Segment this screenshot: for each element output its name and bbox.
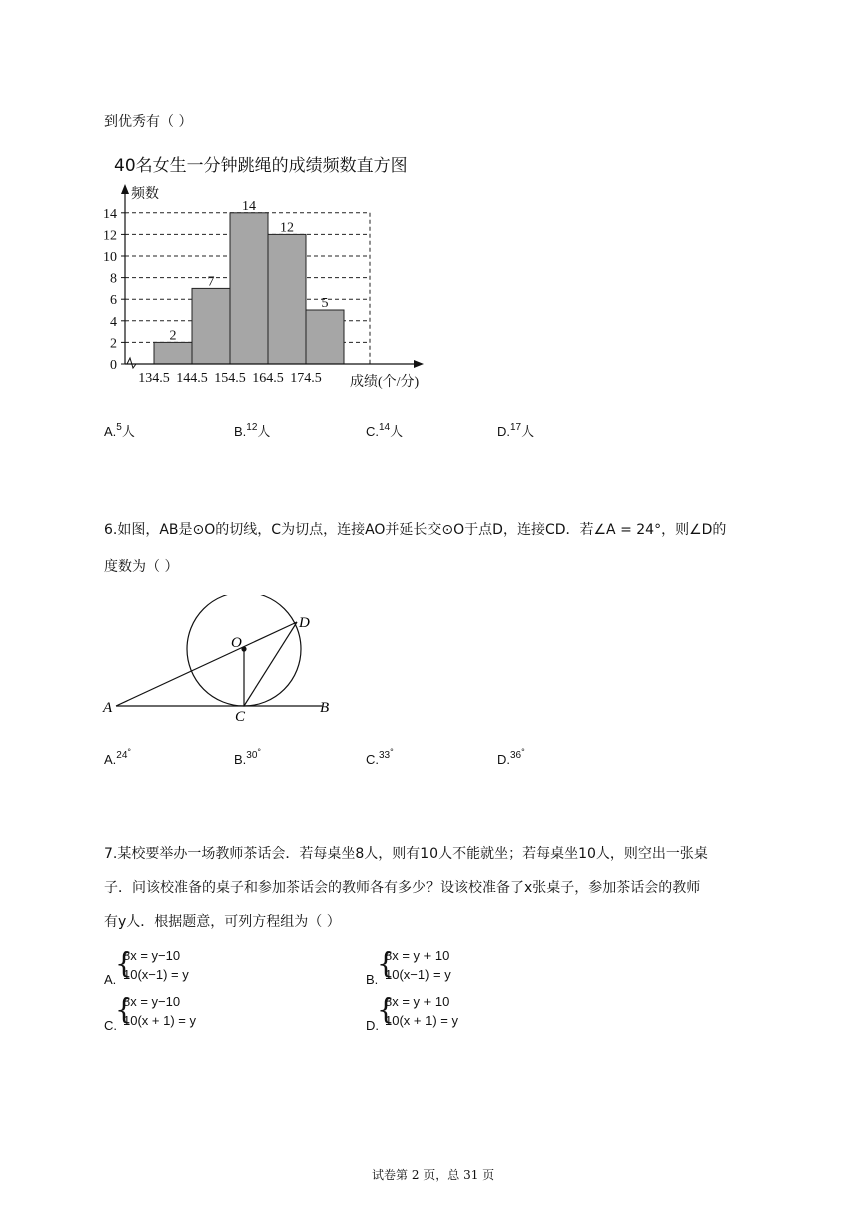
q7-question-line3: 有y人．根据题意，可列方程组为（ ） bbox=[104, 914, 341, 930]
x-tick-label: 164.5 bbox=[252, 371, 284, 386]
brace-icon: { bbox=[115, 947, 133, 980]
q5-option-a[interactable]: A.$^5$人 bbox=[104, 422, 135, 439]
bar-label: 7 bbox=[207, 274, 215, 290]
label-a: A bbox=[103, 700, 113, 716]
y-tick-label: 12 bbox=[103, 228, 117, 244]
label-o: O bbox=[231, 635, 242, 651]
q5-question-tail: 到优秀有（ ） bbox=[104, 114, 193, 130]
q6-option-b[interactable]: B.$^{30^\circ}$ bbox=[234, 747, 262, 767]
label-b: B bbox=[320, 700, 330, 716]
q5-option-b[interactable]: B.$^{12}$人 bbox=[234, 422, 271, 439]
y-tick-label: 10 bbox=[103, 250, 117, 265]
brace-icon: { bbox=[377, 993, 395, 1026]
bar-label: 12 bbox=[280, 220, 294, 236]
label-c: C bbox=[235, 709, 246, 725]
q6-option-a[interactable]: A.$^{24^\circ}$ bbox=[104, 747, 132, 767]
q7-question-line1: 7.某校要举办一场教师茶话会．若每桌坐8人，则有10人不能就坐；若每桌坐10人，则空出一张桌 bbox=[104, 846, 708, 862]
q5-option-c[interactable]: C.$^{14}$人 bbox=[366, 422, 404, 439]
q6-option-d[interactable]: D.$^{36^\circ}$ bbox=[497, 747, 525, 767]
brace-icon: { bbox=[115, 993, 133, 1026]
y-axis-arrow-icon bbox=[121, 184, 129, 194]
bar bbox=[268, 234, 306, 364]
x-tick-label: 154.5 bbox=[214, 371, 246, 386]
q7-question-line2: 子．问该校准备的桌子和参加茶话会的教师各有多少？设该校准备了x张桌子，参加茶话会的教师 bbox=[104, 880, 701, 896]
y-tick-label: 0 bbox=[110, 358, 117, 373]
x-tick-label: 144.5 bbox=[176, 371, 208, 386]
x-tick-label: 134.5 bbox=[138, 371, 170, 386]
axis-break-icon bbox=[127, 358, 136, 368]
q6-question-line1: 6.如图，AB是⊙O的切线，C为切点，连接AO并延长交⊙O于点D，连接CD．若∠A = 24°，则∠D的 bbox=[104, 522, 727, 538]
brace-icon: { bbox=[377, 947, 395, 980]
bar-label: 14 bbox=[242, 198, 256, 214]
bar bbox=[306, 310, 344, 364]
q5-option-d[interactable]: D.$^{17}$人 bbox=[497, 422, 535, 439]
y-axis-label: 频数 bbox=[131, 187, 159, 202]
center-point bbox=[241, 646, 246, 651]
x-tick-label: 174.5 bbox=[290, 371, 322, 386]
chart-title: 40名女生一分钟跳绳的成绩频数直方图 bbox=[114, 156, 408, 176]
y-tick-label: 2 bbox=[110, 336, 117, 352]
y-tick-label: 8 bbox=[110, 271, 117, 287]
bar bbox=[230, 213, 268, 364]
bar-label: 2 bbox=[169, 328, 177, 344]
y-tick-label: 6 bbox=[110, 293, 117, 309]
bar bbox=[154, 342, 192, 364]
histogram-chart bbox=[95, 180, 445, 390]
y-tick-label: 4 bbox=[110, 314, 117, 330]
label-d: D bbox=[299, 615, 310, 631]
x-axis-label: 成绩(个/分) bbox=[350, 375, 420, 390]
circle-tangent-figure bbox=[100, 595, 340, 725]
page-footer: 试卷第 2 页，总 31 页 bbox=[372, 1168, 495, 1182]
x-axis-arrow-icon bbox=[414, 360, 424, 368]
bar-label: 5 bbox=[321, 296, 329, 311]
q6-question-line2: 度数为（ ） bbox=[104, 559, 179, 575]
q6-option-c[interactable]: C.$^{33^\circ}$ bbox=[366, 747, 394, 767]
y-tick-label: 14 bbox=[103, 206, 117, 222]
bar bbox=[192, 288, 230, 364]
